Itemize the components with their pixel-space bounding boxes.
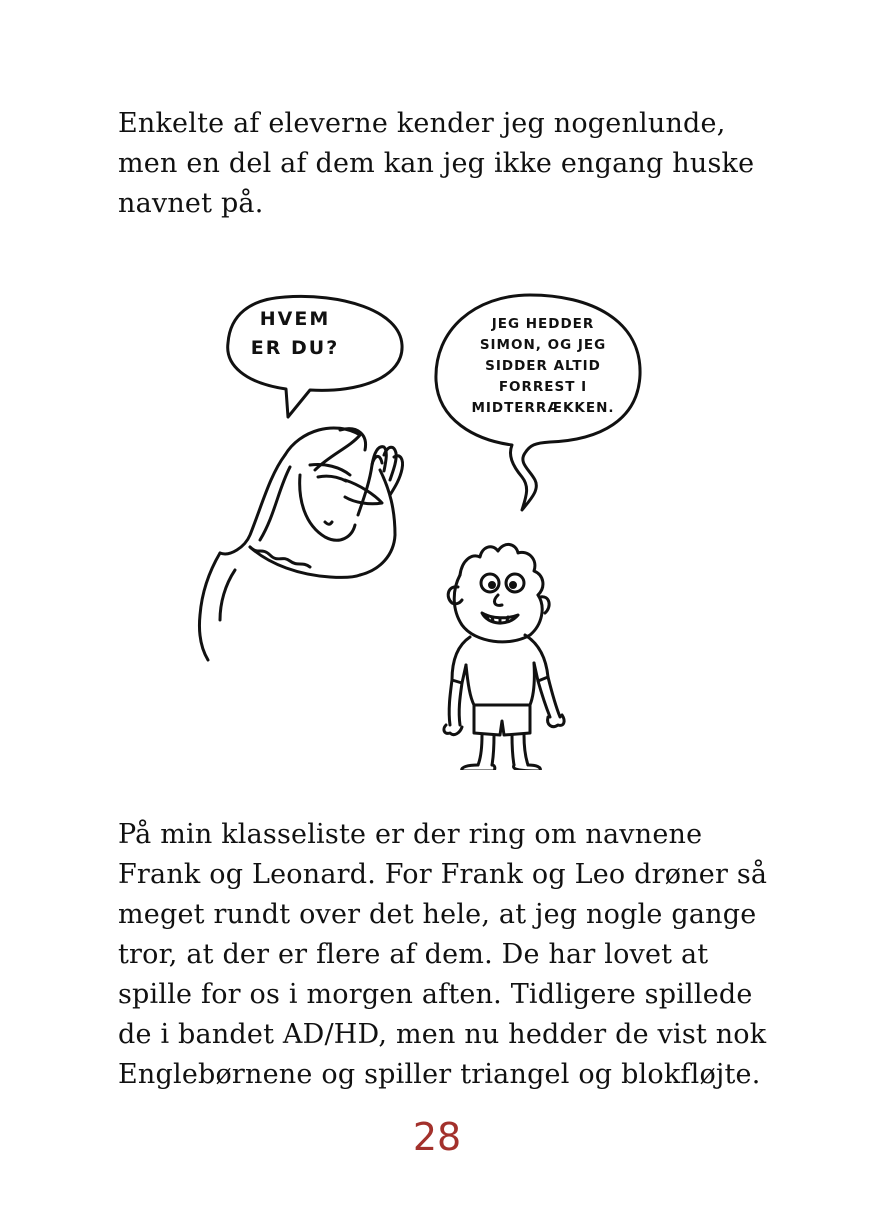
speech-line: SIDDER ALTID (485, 358, 601, 374)
adult-figure (199, 428, 402, 660)
text-line: spille for os i morgen aften. Tidligere spillede (118, 979, 753, 1010)
paragraph-bottom (118, 815, 767, 1095)
speech-bubble-right-text (448, 314, 638, 419)
speech-bubble-left-text (235, 305, 355, 363)
page-number: 28 (412, 1115, 462, 1159)
speech-line: MIDTERRÆKKEN. (471, 400, 615, 416)
speech-line: FORREST I (498, 379, 588, 395)
text-line: de i bandet AD/HD, men nu hedder de vist nok (118, 1019, 767, 1050)
speech-line: JEG HEDDER (491, 316, 595, 332)
speech-line: SIMON, OG JEG (479, 337, 607, 353)
speech-line: HVEM (259, 308, 331, 330)
comic-illustration (190, 285, 660, 770)
text-line: men en del af dem kan jeg ikke engang huske (118, 148, 755, 179)
paragraph-top (118, 104, 754, 224)
text-line: tror, at der er flere af dem. De har lovet at (118, 939, 709, 970)
text-line: Englebørnene og spiller triangel og blokfløjte. (118, 1059, 761, 1090)
text-line: På min klasseliste er der ring om navnene (118, 819, 703, 850)
text-line: Frank og Leonard. For Frank og Leo drøner så (118, 859, 768, 890)
text-line: Enkelte af eleverne kender jeg nogenlunde, (118, 108, 726, 139)
child-figure (444, 544, 564, 770)
text-line: navnet på. (118, 188, 264, 219)
speech-line: ER DU? (250, 337, 340, 359)
text-line: meget rundt over det hele, at jeg nogle gange (118, 899, 757, 930)
